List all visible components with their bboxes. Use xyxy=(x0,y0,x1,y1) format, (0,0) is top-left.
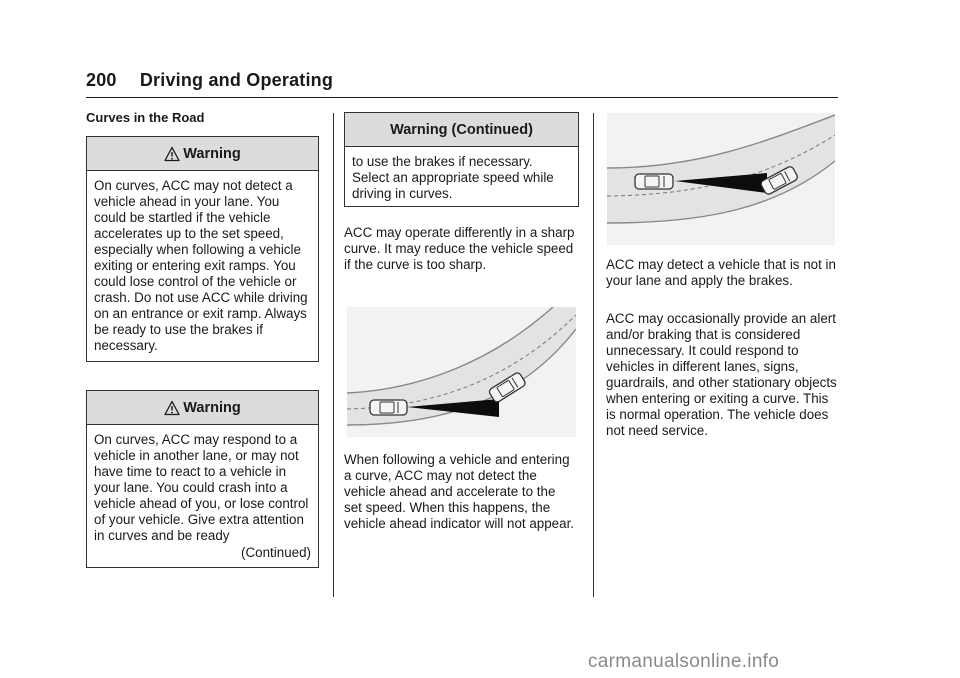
warning-header xyxy=(87,137,318,171)
section-title: Driving and Operating xyxy=(139,70,334,90)
warning-box-continued xyxy=(344,112,579,207)
warning-title: Warning (Continued) xyxy=(390,121,533,138)
section-heading: Curves in the Road xyxy=(86,110,205,125)
warning-header xyxy=(87,391,318,425)
warning-title: Warning xyxy=(183,145,241,162)
warning-triangle-icon xyxy=(164,400,180,416)
curve-figure-sharp xyxy=(347,307,576,437)
continued-label: (Continued) xyxy=(241,545,311,560)
warning-box xyxy=(86,136,319,362)
body-paragraph: ACC may detect a vehicle that is not in your lane and apply the brakes. xyxy=(606,257,836,288)
curve-figure-adjacent xyxy=(607,113,835,245)
page-number: 200 xyxy=(86,70,117,90)
warning-header xyxy=(345,113,578,147)
road-curve-illustration xyxy=(607,113,835,245)
warning-text: On curves, ACC may not detect a vehicle ahead in your lane. You could be startled if the vehicle accelerates up to the set speed, especially when following a vehicle exiting or entering exit ramps. You could lose control of the vehicle or crash. Do not use ACC while driving on an entrance or exit ramp. Always be ready to use the brakes if necessary. xyxy=(94,178,308,353)
watermark: carmanualsonline.info xyxy=(588,651,780,672)
warning-text: On curves, ACC may respond to a vehicle in another lane, or may not have time to react to a vehicle in your lane. You could crash into a vehicle ahead of you, or lose control of your vehicle. Give extra attention in curves and be ready xyxy=(94,432,309,543)
header-rule xyxy=(86,97,838,98)
warning-box xyxy=(86,390,319,568)
column-divider xyxy=(333,113,334,597)
warning-text: to use the brakes if necessary. Select an appropriate speed while driving in curves. xyxy=(352,154,554,201)
road-curve-illustration xyxy=(347,307,576,437)
column-divider xyxy=(593,113,594,597)
body-paragraph: ACC may occasionally provide an alert and/or braking that is considered unnecessary. It could respond to vehicles in different lanes, signs, guardrails, and other stationary objects when entering or exiting a curve. This is normal operation. The vehicle does not need service. xyxy=(606,311,837,438)
warning-triangle-icon xyxy=(164,146,180,162)
page-header xyxy=(86,70,333,91)
warning-title: Warning xyxy=(183,399,241,416)
body-paragraph: When following a vehicle and entering a curve, ACC may not detect the vehicle ahead and accelerate to the set speed. When this happens, the vehicle ahead indicator will not appear. xyxy=(344,452,575,531)
body-paragraph: ACC may operate differently in a sharp curve. It may reduce the vehicle speed if the curve is too sharp. xyxy=(344,225,575,272)
